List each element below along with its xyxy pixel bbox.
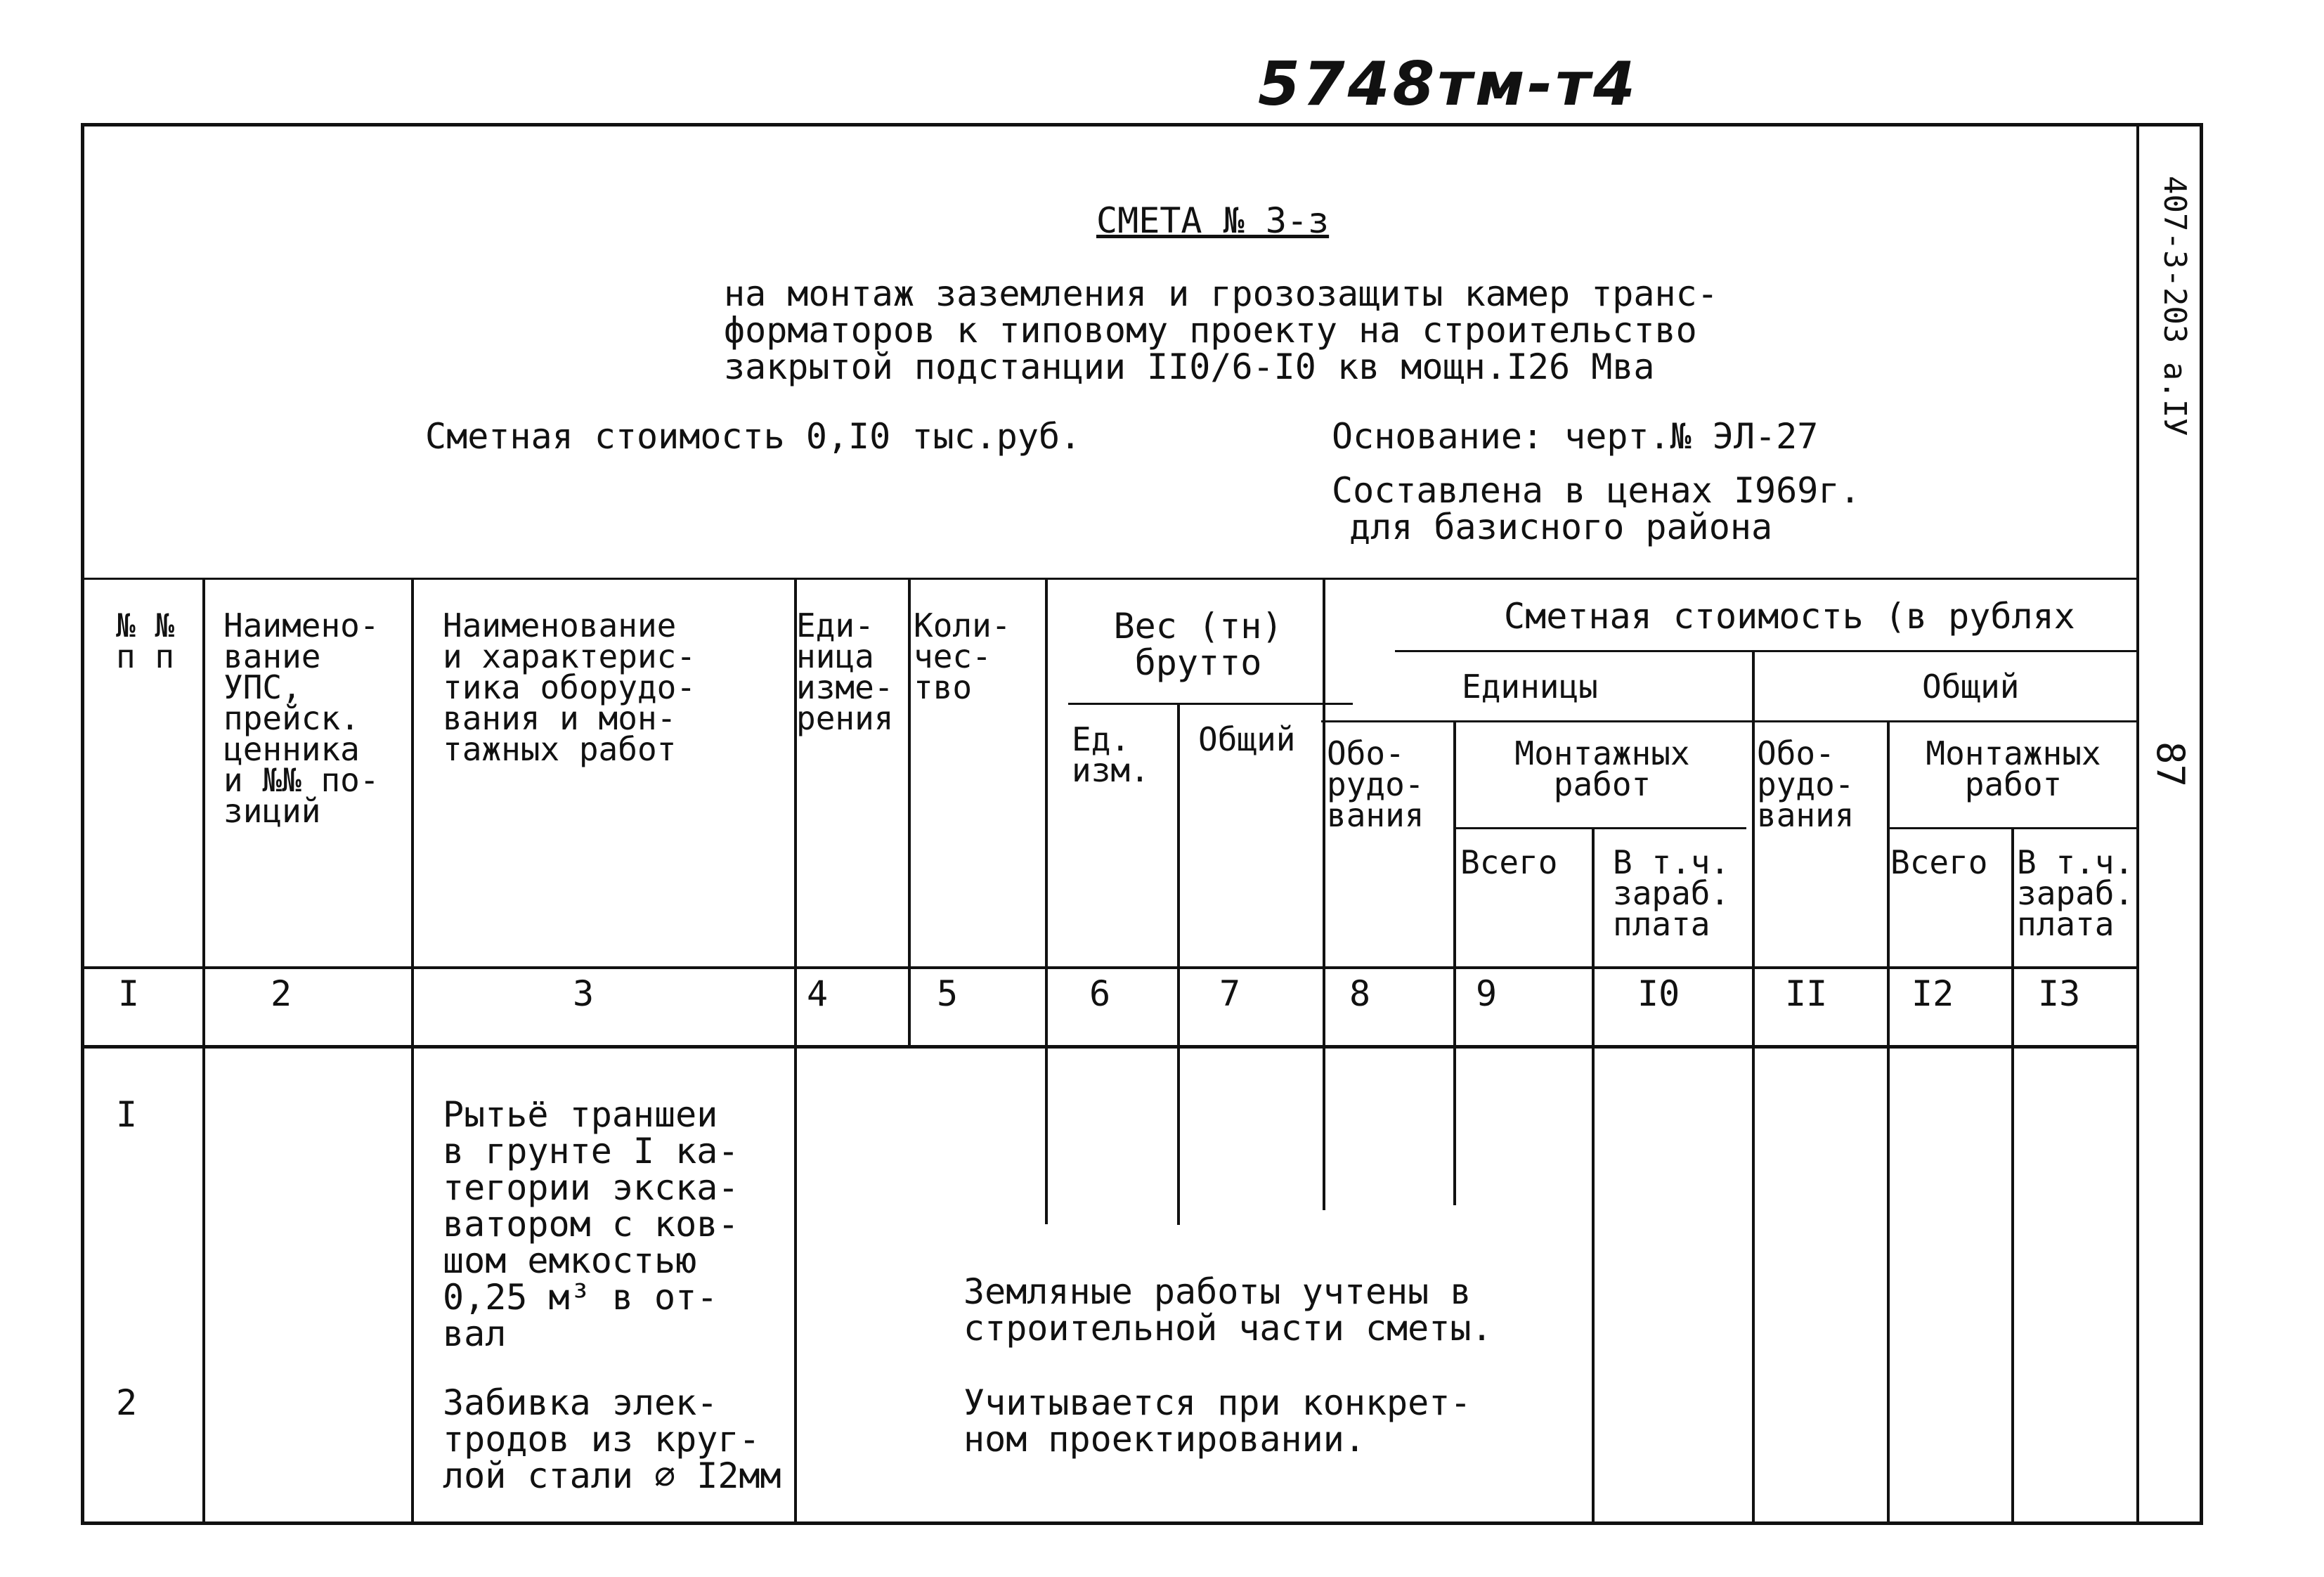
- col-number-4: 4: [807, 973, 829, 1014]
- col-number-8: 8: [1349, 973, 1371, 1014]
- header-weight-total: Общий: [1198, 720, 1296, 758]
- header-total-wages: В т.ч. зараб. плата: [2017, 843, 2134, 943]
- col-divider-12: [2011, 827, 2014, 1525]
- weight-group-line: [1068, 703, 1353, 705]
- col-divider-5: [1045, 578, 1048, 1224]
- col-divider-7: [1323, 578, 1325, 1210]
- header-unit-wages: В т.ч. зараб. плата: [1613, 843, 1730, 943]
- row-2-name: Забивка элек- тродов из круг- лой стали ∅ I2мм: [443, 1382, 781, 1496]
- table-top-line: [84, 578, 2136, 580]
- header-unit-group: Единицы: [1462, 668, 1598, 706]
- header-quantity: Коли- чес- тво: [914, 606, 1011, 706]
- prices-line-2: для базисного района: [1349, 507, 1773, 547]
- col-divider-1: [202, 578, 205, 1525]
- header-total-equipment: Обо- рудо- вания: [1757, 734, 1855, 834]
- col-divider-6: [1177, 705, 1180, 1225]
- col-divider-8: [1453, 720, 1456, 1205]
- col-divider-9: [1592, 827, 1595, 1525]
- note-earthworks: Земляные работы учтены в строительной части сметы.: [959, 1273, 1497, 1346]
- col-divider-4: [908, 578, 911, 1049]
- row-2-number: 2: [116, 1382, 138, 1423]
- header-unit-mount: Монтажных работ: [1514, 734, 1690, 803]
- basis: Основание: черт.№ ЭЛ-27: [1332, 416, 1819, 457]
- side-code: 407-3-203 а.IУ: [2157, 176, 2193, 436]
- col-number-6: 6: [1089, 973, 1111, 1014]
- col-number-7: 7: [1219, 973, 1241, 1014]
- row-1-number: I: [116, 1094, 138, 1135]
- cost-group-line: [1395, 650, 2136, 652]
- page-number: 87: [2148, 741, 2193, 788]
- header-work-name: Наименование и характерис- тика оборудо- вания и мон- тажных работ: [443, 606, 696, 768]
- col-number-5: 5: [937, 973, 959, 1014]
- header-total-mount: Монтажных работ: [1926, 734, 2101, 803]
- header-weight-unit: Ед. изм.: [1072, 720, 1150, 789]
- header-total-all: Всего: [1890, 843, 1988, 881]
- col-number-9: 9: [1476, 973, 1498, 1014]
- col-number-12: I2: [1911, 973, 1954, 1014]
- col-number-10: I0: [1637, 973, 1680, 1014]
- numbers-bottom-line: [84, 1045, 2136, 1049]
- col-divider-2: [411, 578, 414, 1525]
- col-number-13: I3: [2038, 973, 2081, 1014]
- margin-divider: [2136, 123, 2139, 1525]
- col-number-11: II: [1785, 973, 1828, 1014]
- header-unit-all: Всего: [1460, 843, 1558, 881]
- col-divider-11: [1887, 720, 1890, 1525]
- subgroup-line: [1321, 720, 2136, 722]
- estimate-title: СМЕТА № 3-з: [1096, 200, 1330, 241]
- header-total-group: Общий: [1922, 668, 2020, 706]
- subtitle-line-3: закрытой подстанции II0/6-I0 кв мощн.I26 Мва: [724, 346, 1655, 387]
- estimated-cost: Сметная стоимость 0,I0 тыс.руб.: [425, 416, 1082, 457]
- row-1-name: Рытьё траншеи в грунте I ка- тегории экска- ватором с ков- шом емкостью 0,25 м³ в от- вал: [443, 1094, 739, 1354]
- header-unit-equipment: Обо- рудо- вания: [1327, 734, 1424, 834]
- header-bottom-line: [84, 966, 2136, 969]
- subtitle-line-2: форматоров к типовому проекту на строительство: [724, 310, 1697, 351]
- header-unit: Еди- ница изме- рения: [796, 606, 894, 737]
- subtitle-line-1: на монтаж заземления и грозозащиты камер транс-: [724, 273, 1718, 314]
- col-number-3: 3: [573, 973, 595, 1014]
- prices-line-1: Составлена в ценах I969г.: [1332, 470, 1861, 511]
- header-ups-name: Наимено- вание УПС, прейск. ценника и №№ по- зиций: [223, 606, 379, 830]
- col-number-2: 2: [271, 973, 292, 1014]
- handwritten-code: 5748тм-т4: [1258, 49, 1638, 119]
- col-divider-10: [1752, 650, 1755, 1525]
- header-cost-group: Сметная стоимость (в рублях: [1504, 596, 2075, 637]
- header-number: № № п п: [116, 606, 175, 675]
- note-design: Учитывается при конкрет- ном проектировании.: [959, 1384, 1475, 1458]
- mount-line-1: [1455, 827, 1746, 829]
- header-weight: Вес (тн) брутто: [1113, 606, 1283, 683]
- col-number-1: I: [118, 973, 140, 1014]
